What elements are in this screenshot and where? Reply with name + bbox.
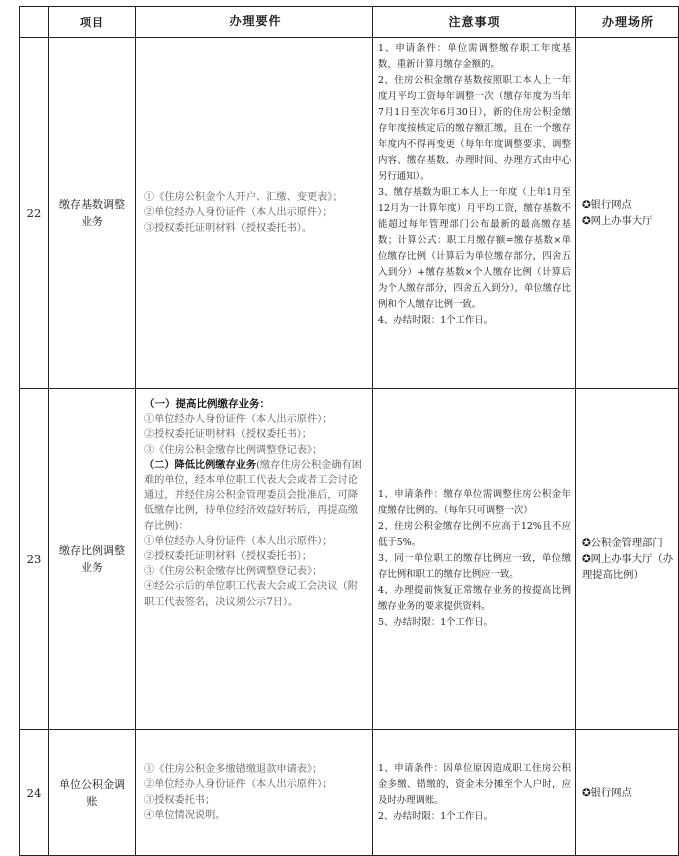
note-line: 2、办结时限：1个工作日。: [378, 810, 494, 822]
row-requirements: [136, 389, 373, 730]
header-requirements: 办理要件: [136, 7, 373, 38]
requirement-heading: （二）降低比例缴存业务: [144, 458, 257, 471]
place-line: ✪银行网点: [582, 786, 632, 799]
note-line: 2、住房公积金缴存比例不应高于12%且不应低于5%。: [378, 521, 571, 548]
requirement-line: ①《住房公积金个人开户、汇缴、变更表》；: [144, 192, 343, 204]
row-notes: [373, 38, 576, 389]
requirement-line: ④经公示后的单位职工代表大会或工会决议（附职工代表签名，决议须公示7日）。: [144, 581, 358, 608]
requirement-line: ③授权委托书；: [144, 794, 216, 806]
row-number: 23: [20, 389, 49, 730]
row-places: [576, 730, 679, 856]
row-places: [576, 389, 679, 730]
requirement-detail: (缴存住房公积金确有困难的单位，经本单位职工代表大会或者工会讨论通过，并经住房公积金管理委员会批准后，可降低缴存比例，待单位经济效益好转后，再提高缴存比例)：: [144, 459, 362, 532]
requirement-paragraph: [144, 458, 367, 534]
header-notes: 注意事项: [373, 7, 576, 38]
place-line: ✪银行网点: [582, 199, 632, 211]
table-row: [20, 730, 679, 856]
place-line: ✪公积金管理部门: [582, 537, 663, 549]
note-line: 5、办结时限：1个工作日。: [378, 617, 494, 628]
requirement-line: ②单位经办人身份证件（本人出示原件）；: [144, 207, 333, 219]
place-line: ✪网上办事大厅: [582, 215, 653, 227]
requirement-line: ①单位经办人身份证件（本人出示原件）；: [144, 535, 333, 547]
table-row: [20, 38, 679, 389]
note-line: 4、办理提前恢复正常缴存业务的按提高比例缴存业务的要求提供资料。: [378, 585, 571, 612]
requirement-line: ③《住房公积金缴存比例调整登记表》；: [144, 566, 323, 578]
requirement-line: ②授权委托证明材料（授权委托书）；: [144, 429, 313, 441]
header-row: [20, 7, 679, 38]
requirement-line: ④单位情况说明。: [144, 809, 226, 821]
note-line: 1、申请条件：因单位原因造成职工住房公积金多缴、错缴的，资金未分摊至个人户时，应及时办理调账。: [378, 762, 571, 806]
requirement-line: ②授权委托证明材料（授权委托书）；: [144, 551, 313, 563]
row-number: 22: [20, 38, 49, 389]
row-notes: [373, 389, 576, 730]
row-number: 24: [20, 730, 49, 856]
table-row: [20, 389, 679, 730]
row-item: 缴存比例调整业务: [49, 389, 136, 730]
row-item: 单位公积金调账: [49, 730, 136, 856]
row-places: [576, 38, 679, 389]
row-item: 缴存基数调整业务: [49, 38, 136, 389]
requirement-line: ①《住房公积金多缴错缴退款申请表》；: [144, 764, 323, 776]
note-line: 3、同一单位职工的缴存比例应一致，单位缴存比例和职工的缴存比例应一致。: [378, 553, 571, 580]
note-line: 2、住房公积金缴存基数按照职工本人上一年度月平均工资每年调整一次（缴存年度为当年7月1日至次年6月30日），新的住房公积金缴存年度按核定后的缴存额汇缴，且在一个缴存年度内不得再变更（每年年度调整要求、调整内容、缴存基数、办理时间、办理方式由中心另行通知）。: [378, 75, 571, 182]
note-line: 1、申请条件：缴存单位需调整住房公积金年度缴存比例的。（每年只可调整一次）: [378, 489, 571, 516]
header-no: [20, 7, 49, 38]
requirement-line: ③《住房公积金缴存比例调整登记表》；: [144, 444, 323, 456]
note-line: 1、申请条件：单位需调整缴存职工年度基数，重新计算月缴存金额的。: [378, 43, 571, 70]
requirement-line: ①单位经办人身份证件（本人出示原件）；: [144, 414, 333, 426]
note-line: 3、缴存基数为职工本人上一年度（上年1月至12月为一计算年度）月平均工资，缴存基数不能超过每年管理部门公布最新的最高缴存基数；计算公式：职工月缴存额=缴存基数×单位缴存比例（计算后为单位缴存部分，四舍五入到分）+缴存基数×个人缴存比例（计算后为个人缴存部分，四舍五入到分），单位缴存比例和个人缴存比例一致。: [378, 187, 571, 310]
row-notes: [373, 730, 576, 856]
row-requirements: [136, 38, 373, 389]
place-line: ✪网上办事大厅（办理提高比例）: [582, 553, 674, 581]
note-line: 4、办结时限：1个工作日。: [378, 315, 494, 326]
requirement-heading: （一）提高比例缴存业务：: [144, 398, 270, 410]
requirement-line: ②单位经办人身份证件（本人出示原件）；: [144, 779, 333, 791]
row-requirements: [136, 730, 373, 856]
header-item: 项目: [49, 7, 136, 38]
header-place: 办理场所: [576, 7, 679, 38]
services-table: [19, 6, 679, 856]
requirement-line: ③授权委托证明材料（授权委托书）。: [144, 222, 313, 234]
